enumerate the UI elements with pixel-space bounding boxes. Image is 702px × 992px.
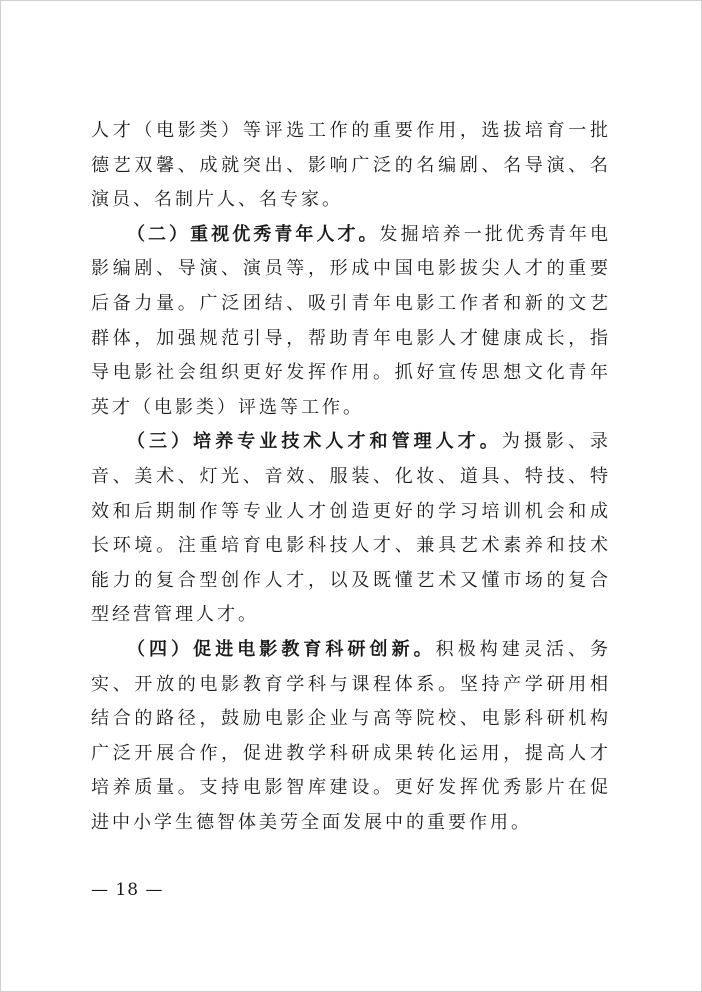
paragraph-continuation: [91, 114, 611, 218]
section-heading: （二）重视优秀青年人才。: [127, 223, 380, 245]
page-number: — 18 —: [91, 880, 164, 900]
paragraph-text: 为摄影、录音、美术、灯光、音效、服装、化妆、道具、特技、特效和后期制作等专业人才创造更好的学习培训机会和成长环境。注重培育电影科技人才、兼具艺术素养和技术能力的复合型创作人才，以及既懂艺术又懂市场的复合型经营管理人才。: [91, 431, 612, 626]
section-heading: （三）培养专业技术人才和管理人才。: [127, 431, 502, 453]
paragraph-technical-talent: [91, 425, 611, 633]
paragraph-text: 人才（电影类）等评选工作的重要作用，选拔培育一批德艺双馨、成就突出、影响广泛的名编剧、名导演、名演员、名制片人、名专家。: [91, 120, 611, 211]
section-heading: （四）促进电影教育科研创新。: [127, 638, 436, 660]
paragraph-education-research: [91, 633, 611, 841]
document-body: [91, 114, 611, 840]
paragraph-text: 发掘培养一批优秀青年电影编剧、导演、演员等，形成中国电影拔尖人才的重要后备力量。广泛团结、吸引青年电影工作者和新的文艺群体，加强规范引导，帮助青年电影人才健康成长，指导电影社会组织更好发挥作用。抓好宣传思想文化青年英才（电影类）评选等工作。: [91, 223, 612, 418]
paragraph-text: 积极构建灵活、务实、开放的电影教育学科与课程体系。坚持产学研用相结合的路径，鼓励电影企业与高等院校、电影科研机构广泛开展合作，促进教学科研成果转化运用，提高人才培养质量。支持电影智库建设。更好发挥优秀影片在促进中小学生德智体美劳全面发展中的重要作用。: [91, 638, 612, 833]
paragraph-young-talent: [91, 218, 611, 426]
